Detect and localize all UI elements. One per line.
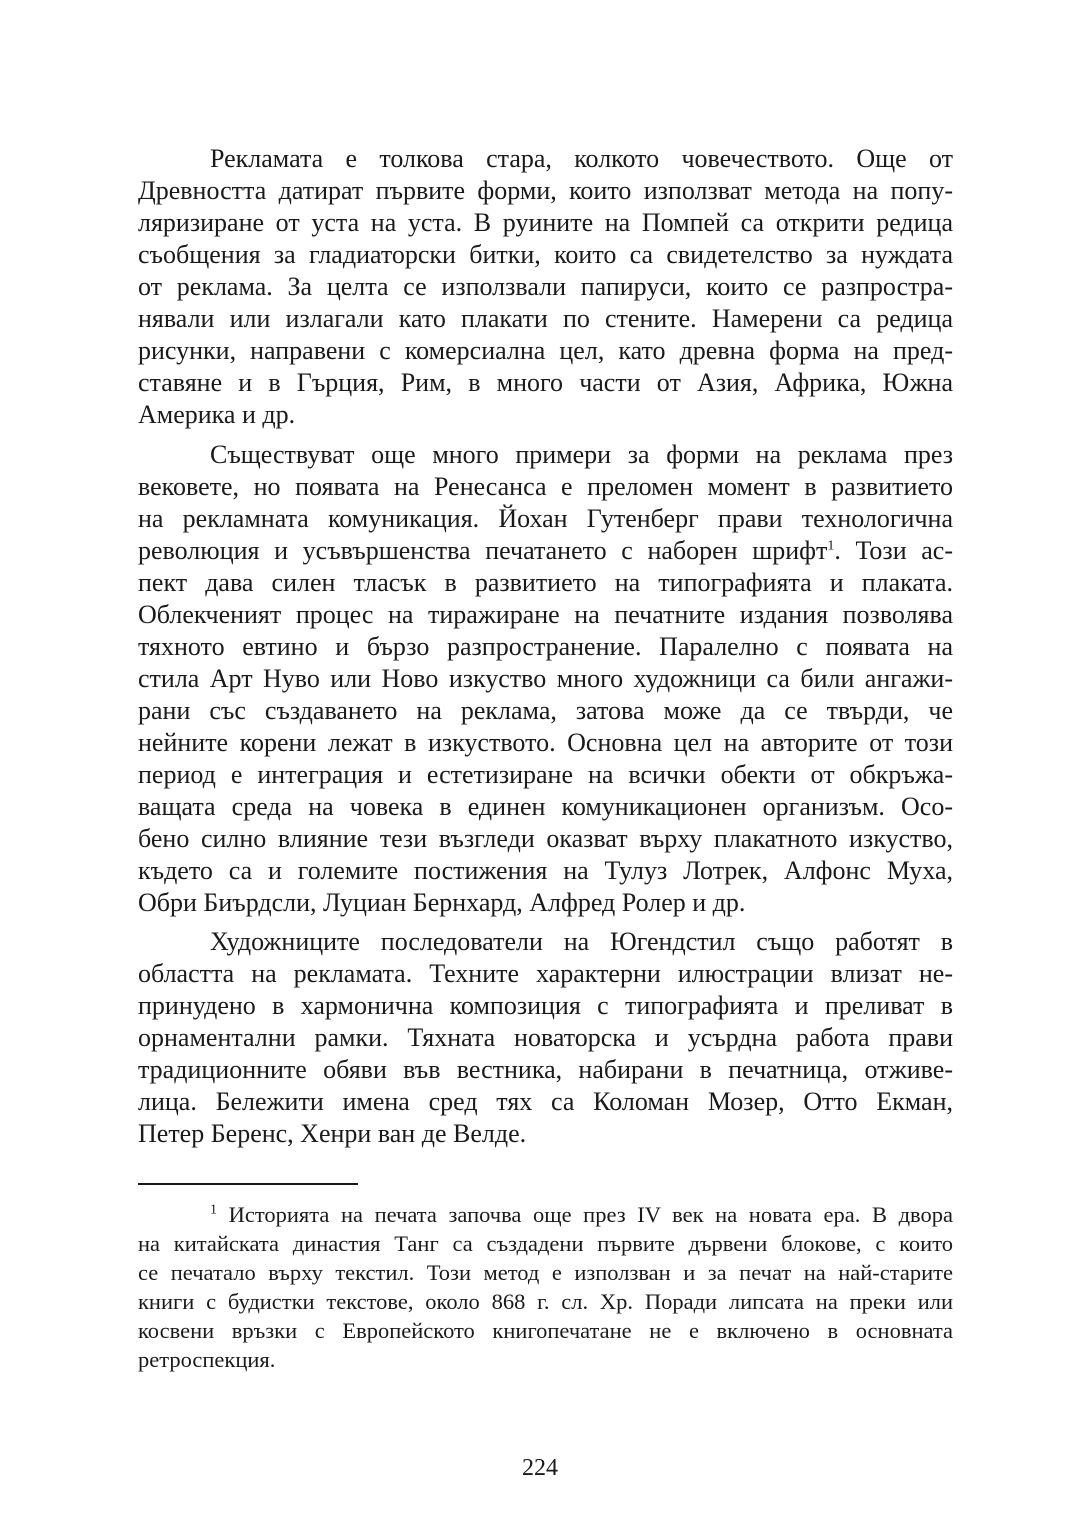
- text-line: ляризиране от уста на уста. В руините на Помпей са открити редица: [138, 208, 953, 237]
- footnote-line: се печатало върху текстил. Този метод е използван и за печат на най-старите: [138, 1260, 953, 1285]
- text-line-with-footnote-ref: [138, 535, 953, 567]
- footnote-text: Историята на печата започва още през IV век на новата ера. В двора: [228, 1202, 953, 1227]
- text-line: Древността датират първите форми, които използват метода на попу-: [138, 176, 953, 205]
- text-line: стила Арт Нуво или Ново изкуство много художници са били ангажи-: [138, 664, 953, 693]
- text-line: съобщения за гладиаторски битки, които са свидетелство за нуждата: [138, 240, 953, 269]
- footnote-line: книги с будистки текстове, около 868 г. сл. Хр. Поради липсата на преки или: [138, 1289, 953, 1314]
- text-line: Рекламата е толкова стара, колкото човечеството. Още от: [210, 144, 953, 173]
- text-line: на рекламната комуникация. Йохан Гутенберг прави технологична: [138, 504, 953, 533]
- text-line: ващата среда на човека в единен комуникационен организъм. Осо-: [138, 792, 953, 821]
- text-line: нявали или излагали като плакати по стените. Намерени са редица: [138, 304, 953, 333]
- text-fragment: . Този ас-: [834, 536, 953, 565]
- text-line: пект дава силен тласък в развитието на типографията и плаката.: [138, 568, 953, 597]
- footnote-line: [210, 1200, 953, 1229]
- text-line: традиционните обяви във вестника, набирани в печатница, отживе-: [138, 1055, 953, 1084]
- text-fragment: революция и усъвършенства печатането с наборен шрифт: [138, 536, 828, 565]
- footnote-separator: [138, 1183, 358, 1185]
- text-line: Петер Беренс, Хенри ван де Велде.: [138, 1119, 527, 1148]
- text-line: орнаментални рамки. Тяхната новаторска и усърдна работа прави: [138, 1023, 953, 1052]
- text-line: от реклама. За целта се използвали папируси, които се разпростра-: [138, 272, 953, 301]
- text-line: ставяне и в Гърция, Рим, в много части от Азия, Африка, Южна: [138, 368, 953, 397]
- footnote-reference[interactable]: 1: [827, 538, 835, 554]
- text-line: където са и големите постижения на Тулуз Лотрек, Алфонс Муха,: [138, 856, 953, 885]
- text-line: Облекченият процес на тиражиране на печатните издания позволява: [138, 600, 953, 629]
- footnote-line: ретроспекция.: [138, 1347, 276, 1372]
- text-line: рани със създаването на реклама, затова може да се твърди, че: [138, 696, 953, 725]
- text-line: областта на рекламата. Техните характерни илюстрации влизат не-: [138, 959, 953, 988]
- footnote-marker: 1: [210, 1202, 217, 1218]
- text-line: тяхното евтино и бързо разпространение. Паралелно с появата на: [138, 632, 953, 661]
- text-line: Съществуват още много примери за форми на реклама през: [210, 440, 953, 469]
- text-line: рисунки, направени с комерсиална цел, като древна форма на пред-: [138, 336, 953, 365]
- text-line: бено силно влияние тези възгледи оказват върху плакатното изкуство,: [138, 824, 953, 853]
- text-line: лица. Бележити имена сред тях са Коломан Мозер, Отто Екман,: [138, 1087, 953, 1116]
- footnote-line: косвени връзки с Европейското книгопечатане не е включено в основната: [138, 1318, 953, 1343]
- text-line: период е интеграция и естетизиране на всички обекти от обкръжа-: [138, 760, 953, 789]
- text-line: Обри Биърдсли, Луциан Бернхард, Алфред Ролер и др.: [138, 888, 746, 917]
- text-line: Америка и др.: [138, 400, 296, 429]
- text-line: вековете, но появата на Ренесанса е преломен момент в развитието: [138, 472, 953, 501]
- text-line: Художниците последователи на Югендстил също работят в: [210, 927, 953, 956]
- page-number: 224: [522, 1455, 558, 1481]
- footnote-line: на китайската династия Танг са създадени първите дървени блокове, с които: [138, 1231, 953, 1256]
- text-line: принудено в хармонична композиция с типографията и преливат в: [138, 991, 953, 1020]
- text-line: нейните корени лежат в изкуството. Основна цел на авторите от този: [138, 728, 953, 757]
